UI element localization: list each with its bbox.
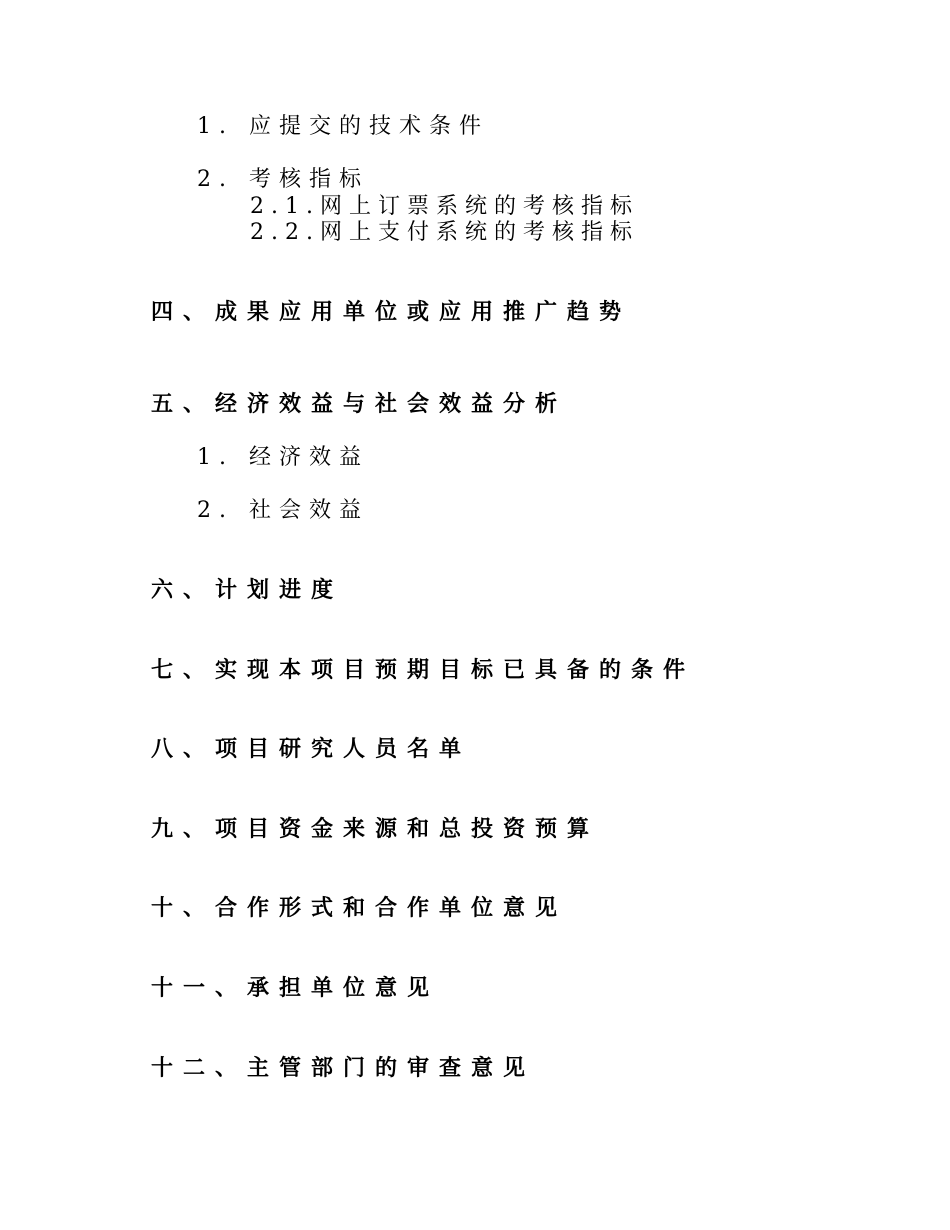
section-heading-12: 十二、主管部门的审查意见	[151, 1056, 536, 1081]
section-heading-11: 十一、承担单位意见	[151, 976, 440, 1001]
section-heading-9: 九、项目资金来源和总投资预算	[151, 817, 600, 842]
section-heading-10: 十、合作形式和合作单位意见	[151, 896, 568, 921]
subitem-economic-benefit: 1. 经济效益	[197, 445, 369, 470]
subitem-technical-conditions: 1. 应提交的技术条件	[197, 114, 489, 139]
section-heading-6: 六、计划进度	[151, 578, 344, 603]
subitem-social-benefit: 2. 社会效益	[197, 498, 369, 523]
subitem-booking-system-indicators: 2.1.网上订票系统的考核指标	[250, 194, 639, 219]
section-heading-5: 五、经济效益与社会效益分析	[151, 392, 568, 417]
section-heading-4: 四、成果应用单位或应用推广趋势	[151, 300, 632, 325]
section-heading-8: 八、项目研究人员名单	[151, 737, 472, 762]
subitem-payment-system-indicators: 2.2.网上支付系统的考核指标	[250, 220, 639, 245]
subitem-assessment-indicators: 2. 考核指标	[197, 167, 369, 192]
section-heading-7: 七、实现本项目预期目标已具备的条件	[151, 658, 696, 683]
